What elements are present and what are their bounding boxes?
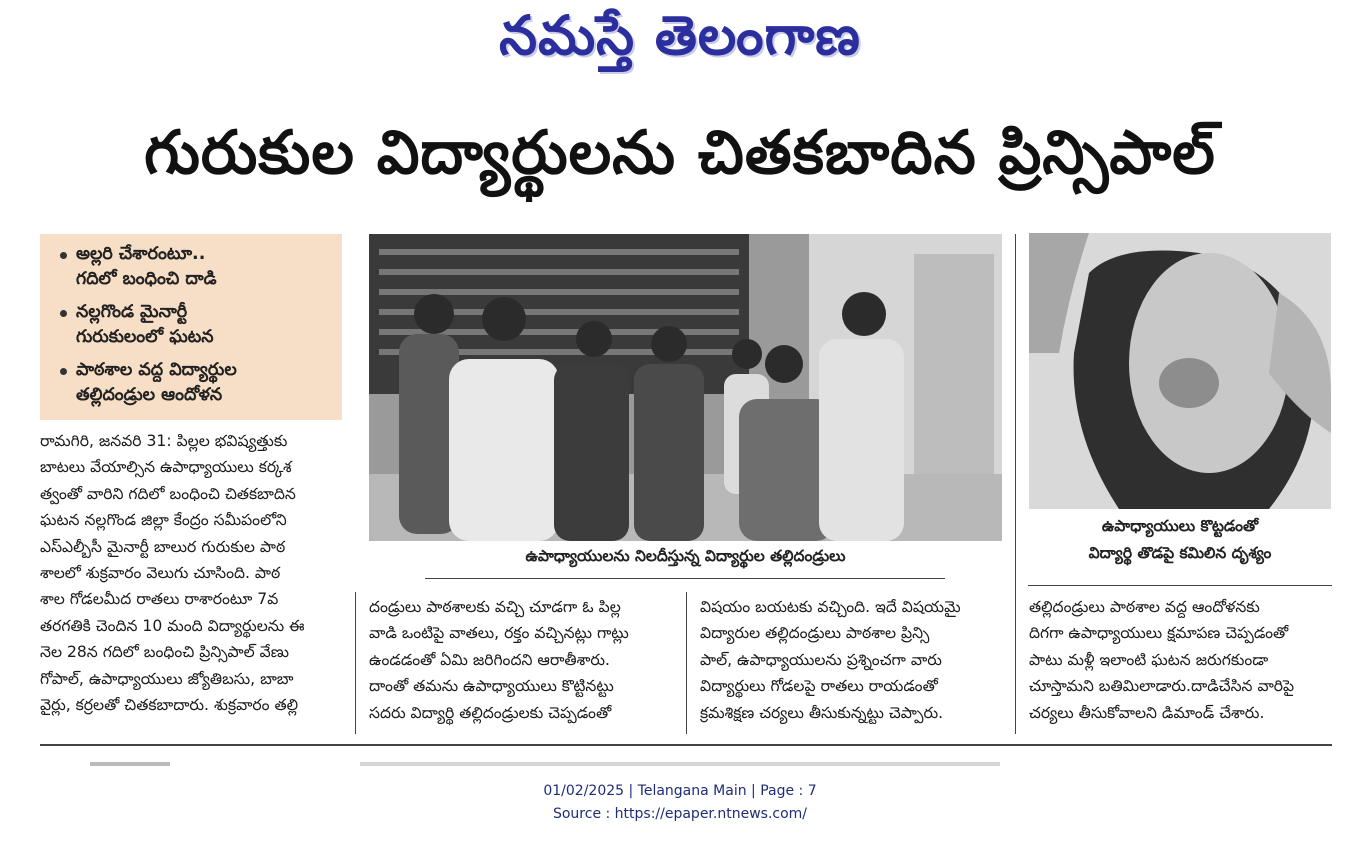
- caption-rule: [425, 578, 945, 579]
- article-column-4: తల్లిదండ్రులు పాఠశాల వద్ద ఆందోళనకు దిగగా ఉపాధ్యాయులు క్షమాపణ చెప్పడంతో పాటు మళ్లీ ఇలాంటి ఘటన జరుగకుండా చూస్తామని బతిమిలాడారు.దాడిచేసిన వారిపై చర్యలు తీసుకోవాలని డిమాండ్ చేశారు.: [1029, 598, 1295, 722]
- highlight-item: అల్లరి చేశారంటూ.. గదిలో బంధించి దాడి: [60, 242, 217, 292]
- page-bottom-rule: [40, 744, 1332, 746]
- highlight-item: పాఠశాల వద్ద విద్యార్థుల తల్లిదండ్రుల ఆందోళన: [60, 358, 237, 408]
- side-photo: [1029, 233, 1331, 509]
- newspaper-masthead: నమస్తే తెలంగాణ: [499, 4, 861, 67]
- clipped-text-fragment: [90, 762, 170, 766]
- bullet-icon: [60, 252, 67, 259]
- article-column-2: దండ్రులు పాఠశాలకు వచ్చి చూడగా ఓ పిల్ల వాడి ఒంటిపై వాతలు, రక్తం వచ్చినట్లు గాట్లు ఉండడంతో ఏమి జరిగిందని ఆరాతీశారు. దాంతో తమను ఉపాధ్యాయులు కొట్టినట్టు సదరు విద్యార్థి తల్లిదండ్రులకు చెప్పడంతో: [369, 598, 629, 722]
- column-top-rule: [1028, 585, 1332, 586]
- article-column-1: రామగిరి, జనవరి 31: పిల్లల భవిష్యత్తుకు బాటలు వేయాల్సిన ఉపాధ్యాయులు కర్కశ త్వంతో వారిని గదిలో బంధించి చితకబాదిన ఘటన నల్లగొండ జిల్లా కేంద్రం సమీపంలోని ఎస్ఎల్బీసీ మైనార్టీ బాలుర గురుకుల పాఠ శాలలో శుక్రవారం వెలుగు చూసింది. పాఠ శాల గోడలమీద రాతలు రాశారంటూ 7వ తరగతికి చెందిన 10 మంది విద్యార్థులను ఈ నెల 28న గదిలో బంధించి ప్రిన్సిపాల్ వేణు గోపాల్, ఉపాధ్యాయులు జ్యోతిబసు, బాబా వైర్లు, కర్రలతో చితకబాదారు. శుక్రవారం తల్లి: [40, 432, 305, 715]
- column-divider: [686, 592, 687, 734]
- bullet-icon: [60, 310, 67, 317]
- highlights-box: [40, 234, 342, 420]
- column-divider: [1015, 234, 1016, 734]
- side-photo-caption: ఉపాధ్యాయులు కొట్టడంతో విద్యార్థి తొడపై కమిలిన దృశ్యం: [1088, 517, 1272, 562]
- column-divider: [355, 592, 356, 734]
- main-photo-caption: ఉపాధ్యాయులను నిలదీస్తున్న విద్యార్థుల తల్లిదండ్రులు: [525, 547, 846, 565]
- article-headline: గురుకుల విద్యార్థులను చితకబాదిన ప్రిన్సిపాల్: [144, 118, 1216, 188]
- clipped-text-fragment: [360, 762, 1000, 766]
- main-photo: [369, 234, 1002, 541]
- bullet-icon: [60, 368, 67, 375]
- footer-source-link[interactable]: Source : https://epaper.ntnews.com/: [552, 806, 808, 822]
- article-column-3: విషయం బయటకు వచ్చింది. ఇదే విషయమై విద్యారుల తల్లిదండ్రులు పాఠశాల ప్రిన్సి పాల్, ఉపాధ్యాయులను ప్రశ్నించగా వారు విద్యార్థులు గోడలపై రాతలు రాయడంతో క్రమశిక్షణ చర్యలు తీసుకున్నట్టు చెప్పారు.: [700, 598, 961, 722]
- highlight-item: నల్లగొండ మైనార్టీ గురుకులంలో ఘటన: [60, 300, 214, 350]
- footer-edition-info: 01/02/2025 | Telangana Main | Page : 7: [543, 783, 817, 799]
